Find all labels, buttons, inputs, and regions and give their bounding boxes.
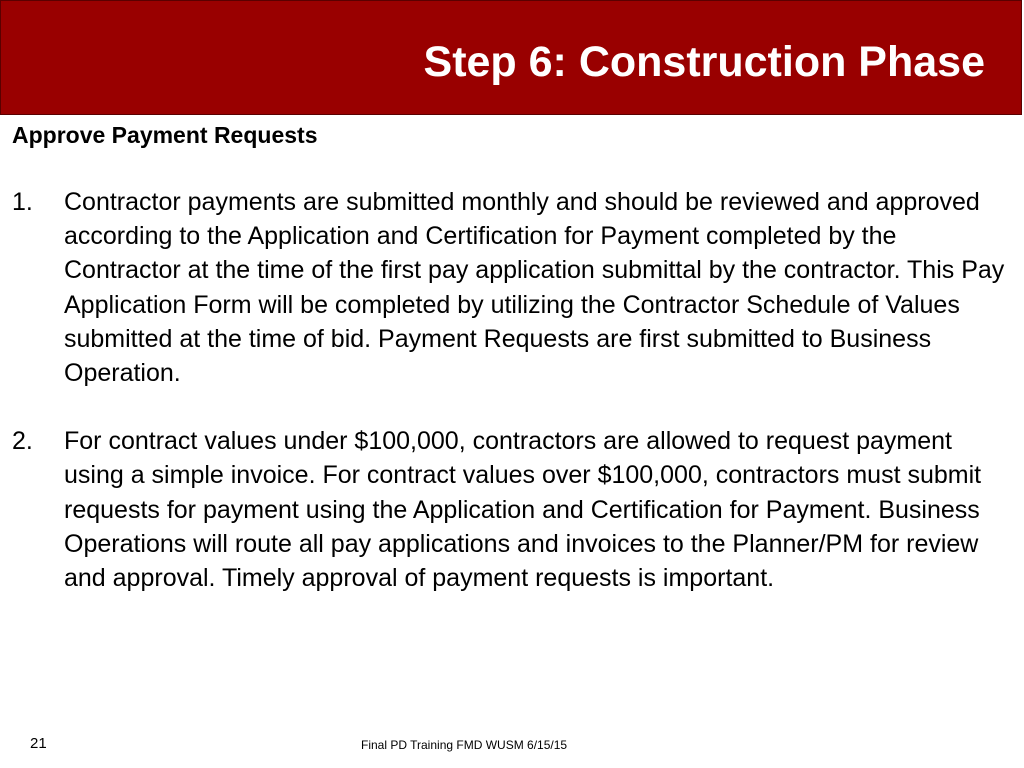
list-item-text: For contract values under $100,000, contractors are allowed to request payment using a simple invoice. For contract values over $100,000, contractors must submit requests for payment using the Application and Certification for Payment. Business Operations will route all pay applications and invoices to the Planner/PM for review and approval. Timely approval of payment requests is important. — [64, 427, 982, 593]
list-item-1 — [12, 185, 1016, 390]
list-item-text: Contractor payments are submitted monthly and should be reviewed and approved according to the Application and Certification for Payment completed by the Contractor at the time of the first pay application submittal by the contractor. This Pay Application Form will be completed by utilizing the Contractor Schedule of Values submitted at the time of bid. Payment Requests are first submitted to Business Operation. — [64, 188, 1005, 388]
list-item-2 — [12, 424, 1016, 595]
footer-note: Final PD Training FMD WUSM 6/15/15 — [361, 738, 568, 752]
list-item-number: 1. — [12, 188, 33, 216]
page-number: 21 — [30, 735, 47, 752]
section-heading: Approve Payment Requests — [12, 122, 318, 148]
numbered-list — [12, 185, 1016, 629]
list-item-number: 2. — [12, 427, 33, 456]
slide-title: Step 6: Construction Phase — [423, 38, 985, 86]
title-bar — [0, 0, 1022, 115]
